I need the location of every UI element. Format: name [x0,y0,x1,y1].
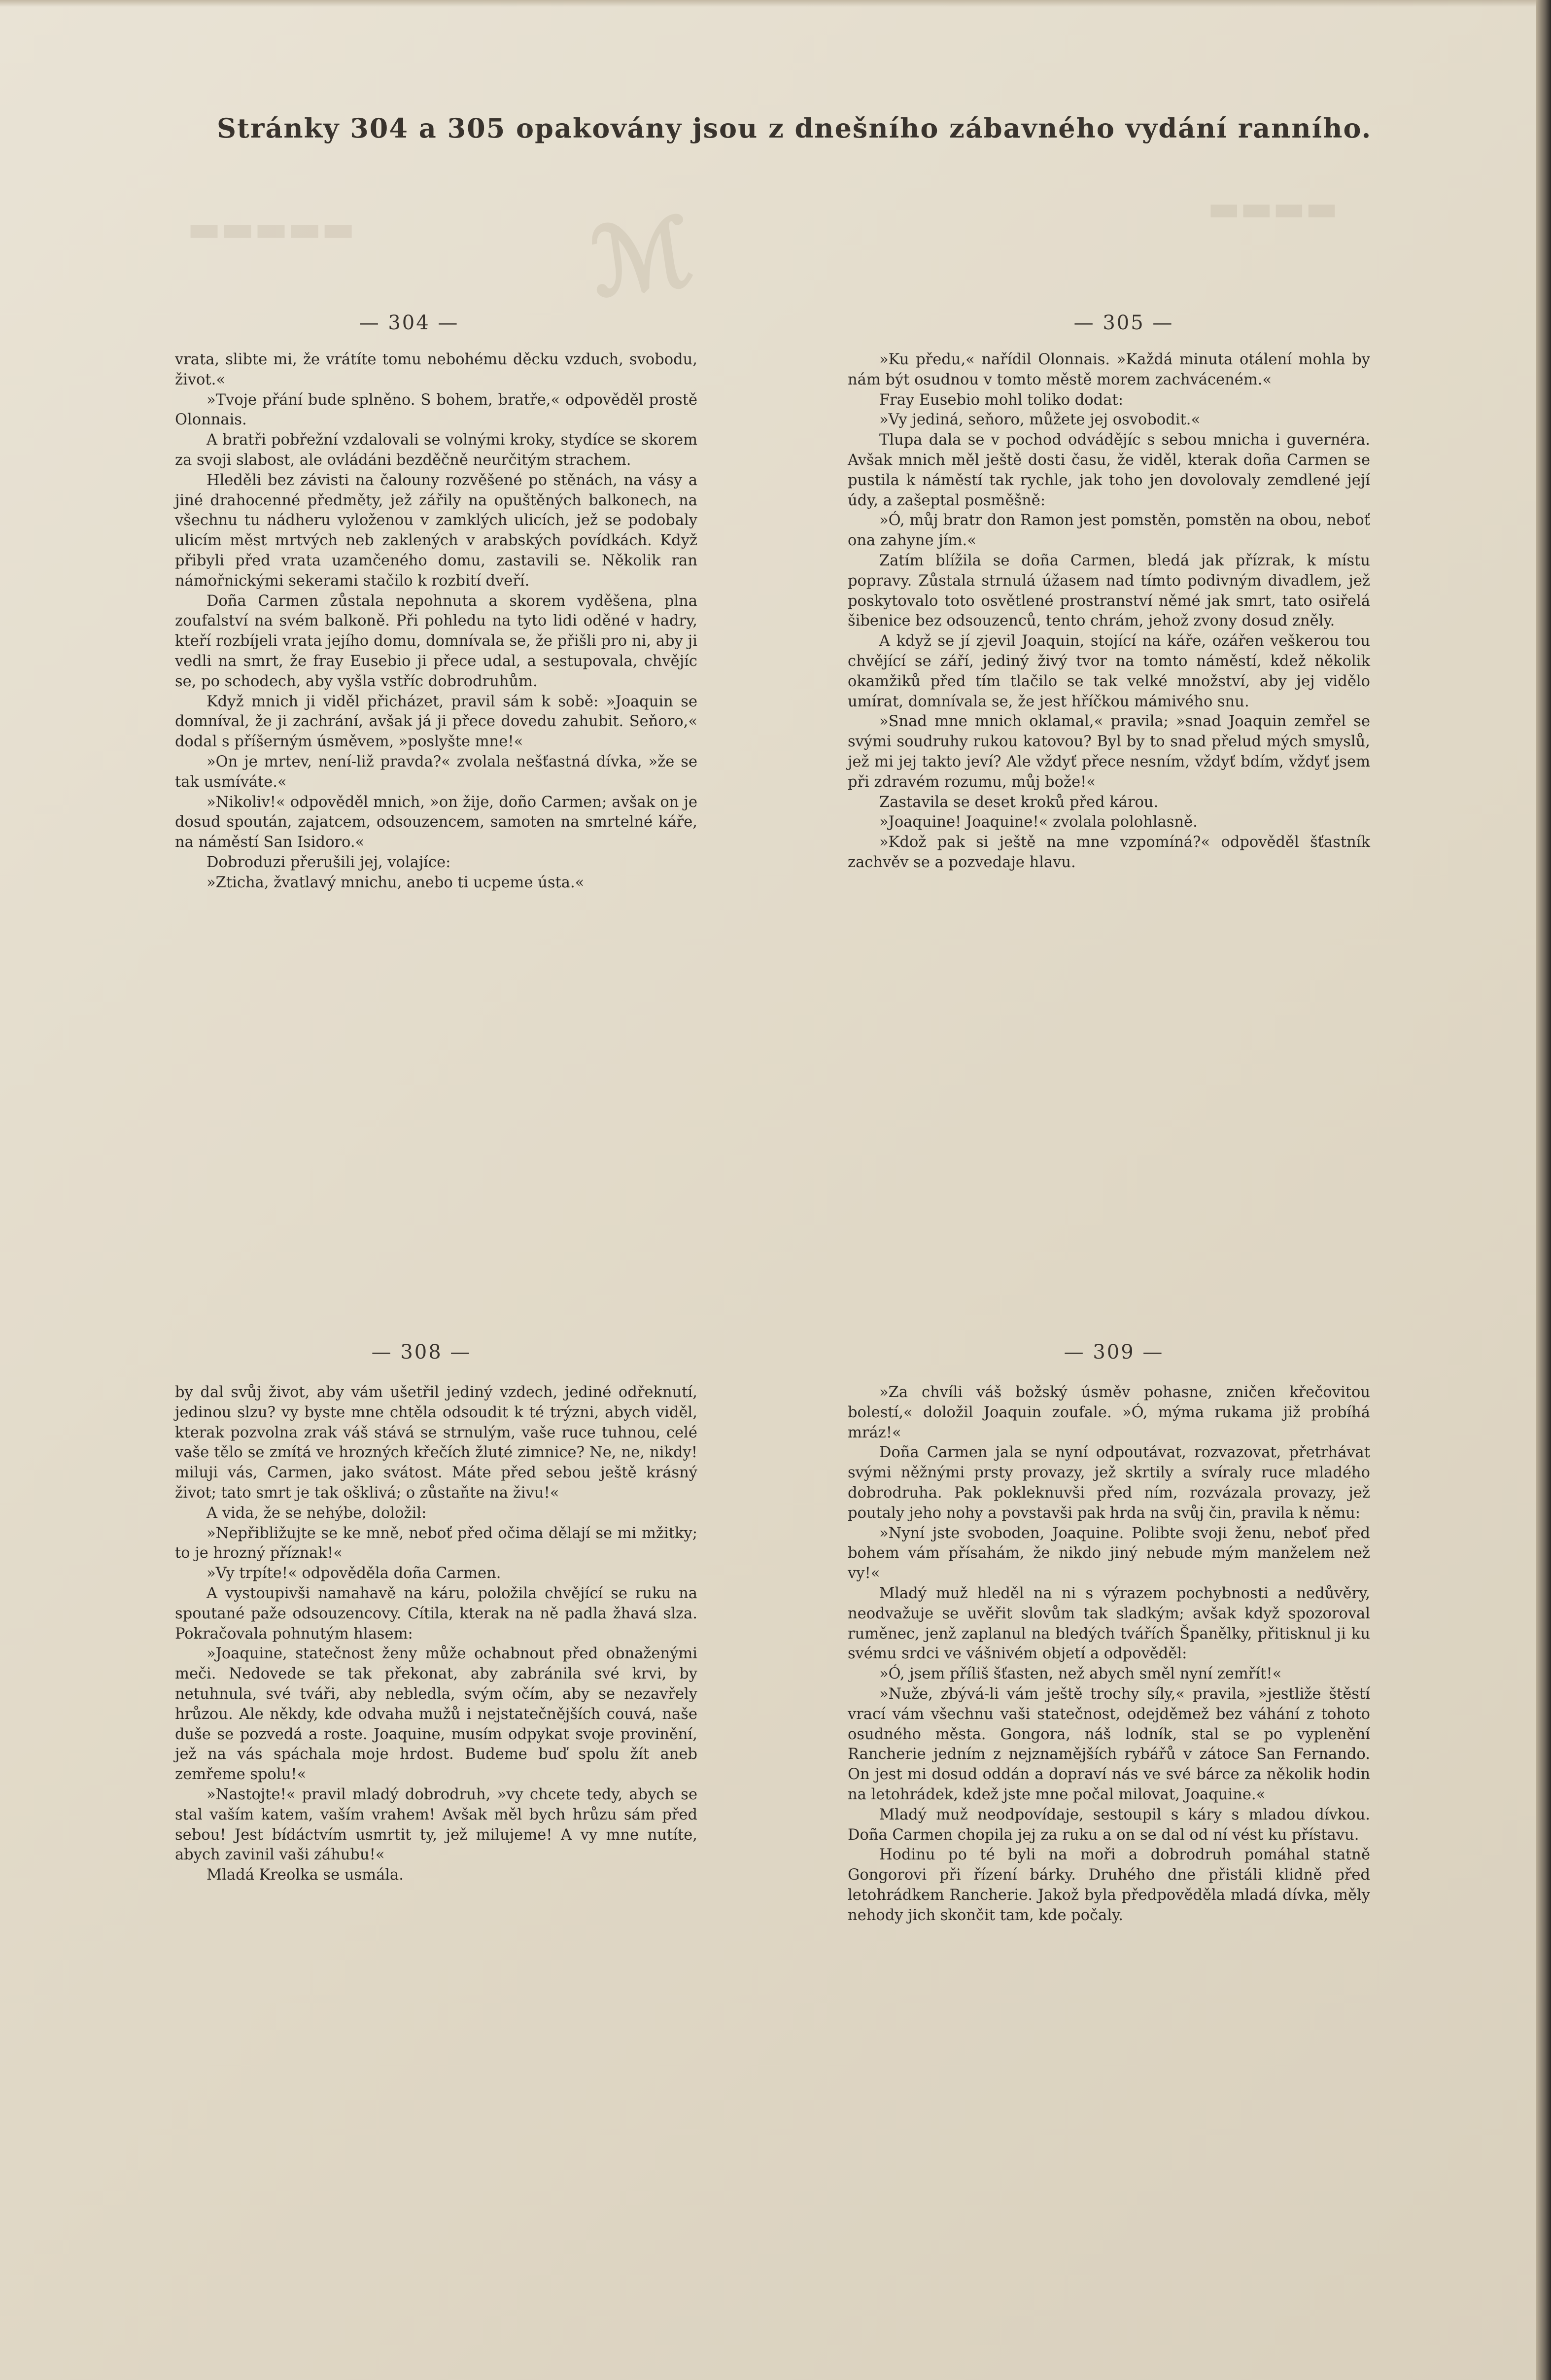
paragraph: by dal svůj život, aby vám ušetřil jediný vzdech, jediné odřeknutí, jedinou slzu? vy byste mne chtěla odsoudit k té trýzni, abych viděl, kterak pozvolna zrak váš stává se strnulým, vaše ruce tuhnou, celé vaše tělo se zmítá ve hrozných křečích žluté zimnice? Ne, ne, nikdy! miluji vás, Carmen, jako svátost. Máte před sebou ještě krásný život; tato smrt je tak ošklivá; o zůstaňte na živu!« [175,1384,697,1502]
page-305-column [848,350,1370,873]
paragraph: »Vy jediná, seňoro, můžete jej osvobodit.« [879,411,1201,429]
paragraph: Zastavila se deset kroků před károu. [879,793,1159,811]
paragraph: »Ó, jsem příliš šťasten, než abych směl nyní zemřít!« [879,1665,1282,1683]
page-number-308: — 308 — [371,1341,472,1364]
paragraph: »Joaquine! Joaquine!« zvolala polohlasně. [879,813,1198,831]
paragraph: vrata, slibte mi, že vrátíte tomu nebohému děcku vzduch, svobodu, život.« [175,351,697,388]
paragraph: A bratři pobřežní vzdalovali se volnými kroky, stydíce se skorem za svoji slabost, ale ovládáni bezděčně neurčitým strachem. [175,431,697,469]
show-through-ornament: ▬▬▬▬▬ [187,207,355,249]
page-top-edge [0,0,1551,7]
page-number-305: — 305 — [1073,312,1174,334]
paragraph: A vystoupivši namahavě na káru, položila chvějící se ruku na spoutané paže odsouzencovy. Cítila, kterak na ně padla žhavá slza. Pokračovala pohnutým hlasem: [175,1584,697,1643]
paragraph: Když mnich ji viděl přicházet, pravil sám k sobě: »Joaquin se domníval, že ji zachrání, avšak já ji přece dovedu zahubit. Seňoro,« dodal s příšerným úsměvem, »poslyšte mne!« [175,693,697,751]
paragraph: Mladý muž hleděl na ni s výrazem pochybnosti a nedůvěry, neodvažuje se uvěřit slovům tak sladkým; avšak když spozoroval ruměnec, jenž zaplanul na bledých tvářích Španělky, přitisknul ji ku svému srdci ve vášnivém objetí a odpověděl: [848,1584,1370,1663]
paragraph: Zatím blížila se doña Carmen, bledá jak přízrak, k místu popravy. Zůstala strnulá úžasem nad tímto podivným divadlem, jež poskytovalo toto osvětlené prostranství němé jak smrt, tato osiřelá šibenice bez odsouzenců, tento chrám, jehož zvony dosud zněly. [848,552,1370,630]
paragraph: »Joaquine, statečnost ženy může ochabnout před obnaženými meči. Nedovede se tak překonat, aby zabránila své krvi, by netuhnula, své tváři, aby nebledla, svým očím, aby se nezavřely hrůzou. Ale někdy, kde odvaha mužů i nejstatečnějších couvá, naše duše se pozvedá a roste. Joaquine, musím odpykat svoje provinění, jež na vás spáchala moje hrdost. Budeme buď spolu žít aneb zemřeme spolu!« [175,1645,697,1784]
paragraph: Tlupa dala se v pochod odvádějíc s sebou mnicha i guvernéra. Avšak mnich měl ještě dosti času, že viděl, kterak doña Carmen se pustila k náměstí tak rychle, jak toho jen dovolovaly zemdlené její údy, a zašeptal posměšně: [848,431,1370,509]
paragraph: »Tvoje přání bude splněno. S bohem, bratře,« odpověděl prostě Olonnais. [175,391,697,429]
paragraph: »Kdož pak si ještě na mne vzpomíná?« odpověděl šťastník zachvěv se a pozvedaje hlavu. [848,834,1370,871]
paragraph: »Ku předu,« nařídil Olonnais. »Každá minuta otálení mohla by nám být osudnou v tomto městě morem zachváceném.« [848,351,1370,388]
paragraph: »Nepřibližujte se ke mně, neboť před očima dělají se mi mžitky; to je hrozný příznak!« [175,1524,697,1562]
paragraph: »On je mrtev, není-liž pravda?« zvolala nešťastná dívka, »že se tak usmíváte.« [175,753,697,791]
paragraph: Mladý muž neodpovídaje, sestoupil s káry s mladou dívkou. Doña Carmen chopila jej za ruku a on se dal od ní vést ku přístavu. [848,1806,1370,1844]
paragraph: A vida, že se nehýbe, doložil: [207,1504,427,1522]
paragraph: »Nastojte!« pravil mladý dobrodruh, »vy chcete tedy, abych se stal vaším katem, vaším vrahem! Avšak měl bych hrůzu sám před sebou! Jest bídáctvím usmrtit ty, jež milujeme! A vy mne nutíte, abych zavinil vaši záhubu!« [175,1785,697,1864]
paragraph: »Zticha, žvatlavý mnichu, anebo ti ucpeme ústa.« [207,874,585,891]
page-309-column [848,1383,1370,1926]
paragraph: Hleděli bez závisti na čalouny rozvěšené po stěnách, na vásy a jiné drahocenné předměty, jež zářily na opuštěných balkonech, na všechnu tu nádheru vyloženou v zamklých ulicích, jež se podobaly ulicím měst mrtvých neb zaklených v arabských povídkách. Když přibyli před vrata uzamčeného domu, zastavili se. Několik ran námořnickými sekerami stačilo k rozbití dveří. [175,471,697,590]
paragraph: »Ó, můj bratr don Ramon jest pomstěn, pomstěn na obou, neboť ona zahyne jím.« [848,512,1370,550]
paragraph: A když se jí zjevil Joaquin, stojící na káře, ozářen veškerou tou chvějící se září, jediný živý tvor na tomto náměstí, kdež několik okamžiků před tím tlačilo se tak velké množství, aby jej vidělo umírat, domnívala se, že jest hříčkou mámivého snu. [848,632,1370,710]
page-304-column [175,350,697,893]
show-through-ornament: ℳ [584,195,699,319]
paragraph: »Nyní jste svoboden, Joaquine. Polibte svoji ženu, neboť před bohem vám přísahám, že nikdo jiný nebude mým manželem než vy!« [848,1524,1370,1582]
paragraph: »Snad mne mnich oklamal,« pravila; »snad Joaquin zemřel se svými soudruhy rukou katovou? Byl by to snad přelud mých smyslů, jež mi jej takto jeví? Ale vždyť přece nesním, vždyť bdím, vždyť jsem při zdravém rozumu, můj bože!« [848,713,1370,791]
paragraph: Doña Carmen zůstala nepohnuta a skorem vyděšena, plna zoufalství na svém balkoně. Při pohledu na tyto lidi oděné v hadry, kteří rozbíjeli vrata jejího domu, domnívala se, že přišli pro ni, aby ji vedli na smrt, že fray Eusebio ji přece udal, a sestupovala, chvějíc se, po schodech, aby vyšla vstříc dobrodruhům. [175,592,697,690]
page-308-column [175,1383,697,1886]
paragraph: »Vy trpíte!« odpověděla doña Carmen. [207,1565,501,1582]
paragraph: Mladá Kreolka se usmála. [207,1866,404,1884]
paragraph: Fray Eusebio mohl toliko dodat: [879,391,1123,409]
paragraph: Dobroduzi přerušili jej, volajíce: [207,853,451,871]
paragraph: Hodinu po té byli na moři a dobrodruh pomáhal statně Gongorovi při řízení bárky. Druhého dne přistáli klidně před letohrádkem Rancherie. Jakož byla předpověděla mladá dívka, měly nehody jich skončit tam, kde počaly. [848,1846,1370,1924]
page-number-309: — 309 — [1064,1341,1164,1364]
page-number-304: — 304 — [359,312,459,334]
paragraph: »Nuže, zbývá-li vám ještě trochy síly,« pravila, »jestliže štěstí vrací vám všechnu vaši statečnost, odejděmež bez váhání z tohoto osudného města. Gongora, náš lodník, stal se po vyplenění Rancherie jedním z nejznamějších rybářů v zátoce San Fernando. On jest mi dosud oddán a dopraví nás ve své bárce za několik hodin na letohrádek, kdež jste mne počal milovat, Joaquine.« [848,1685,1370,1803]
reprint-notice: Stránky 304 a 305 opakovány jsou z dnešního zábavného vydání ranního. [217,112,1372,144]
paragraph: »Nikoliv!« odpověděl mnich, »on žije, doño Carmen; avšak on je dosud spoután, zajatcem, odsouzencem, samoten na smrtelné káře, na náměstí San Isidoro.« [175,793,697,851]
paragraph: Doña Carmen jala se nyní odpoutávat, rozvazovat, přetrhávat svými něžnými prsty provazy, jež skrtily a svíraly ruce mladého dobrodruha. Pak pokleknuvši před ním, rozvázala provazy, jež poutaly jeho nohy a povstavši pak hrda na svůj čin, pravila k němu: [848,1444,1370,1522]
show-through-ornament: ▬▬▬▬ [1207,187,1338,228]
page-binding-edge [1536,0,1551,2380]
paragraph: »Za chvíli váš božský úsměv pohasne, zničen křečovitou bolestí,« doložil Joaquin zoufale. »Ó, mýma rukama již probíhá mráz!« [848,1384,1370,1441]
